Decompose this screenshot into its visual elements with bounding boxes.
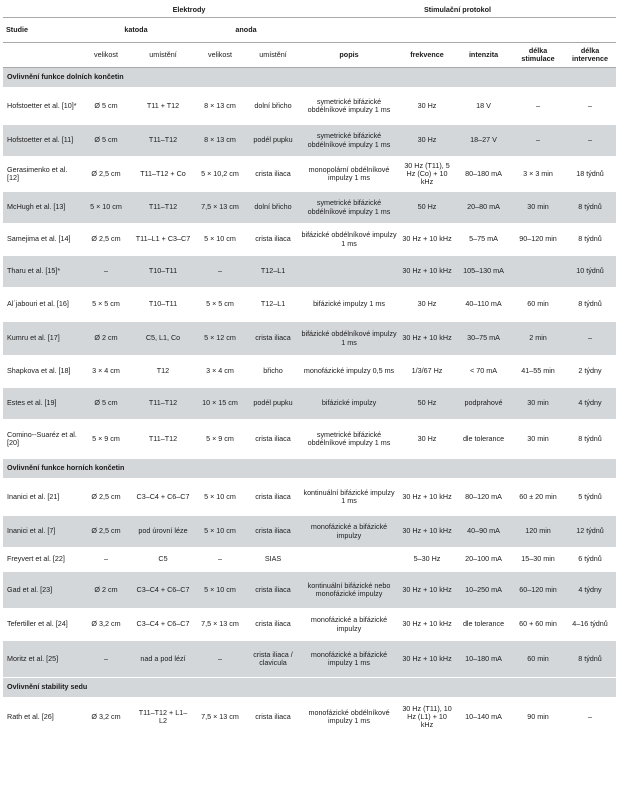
intervention-length-cell: 12 týdnů [564, 516, 616, 548]
cathode-place-cell: T11–T12 [133, 420, 193, 459]
anode-size-cell: 5 × 10 cm [193, 224, 247, 256]
intensity-cell: 18 V [455, 88, 512, 125]
study-cell: Estes et al. [19] [3, 388, 79, 420]
study-cell: Samejima et al. [14] [3, 224, 79, 256]
intensity-cell: 30–75 mA [455, 322, 512, 356]
stimulation-length-cell [512, 256, 564, 288]
cathode-size-cell: 5 × 9 cm [79, 420, 133, 459]
intervention-length-cell: – [564, 125, 616, 157]
frequency-cell: 30 Hz + 10 kHz [399, 256, 455, 288]
stimulation-length-cell: 30 min [512, 388, 564, 420]
stimulation-length-cell: 60–120 min [512, 572, 564, 609]
description-cell: monofázické a bifázické impulzy [299, 516, 399, 548]
intensity-cell: 20–100 mA [455, 548, 512, 572]
cathode-place-cell: T11 + T12 [133, 88, 193, 125]
anode-size-cell: 3 × 4 cm [193, 356, 247, 388]
cathode-place-cell: T11–L1 + C3–C7 [133, 224, 193, 256]
cathode-place-cell: C5, L1, Co [133, 322, 193, 356]
intervention-length-cell: 6 týdnů [564, 548, 616, 572]
intensity-cell: 80–180 mA [455, 157, 512, 192]
intervention-length-cell: 8 týdnů [564, 641, 616, 678]
anode-size-cell: 7,5 × 13 cm [193, 609, 247, 641]
table-row [3, 224, 616, 256]
intensity-cell: dle tolerance [455, 609, 512, 641]
cathode-place-cell: T11–T12 + Co [133, 157, 193, 192]
table-row [3, 479, 616, 516]
frequency-cell: 30 Hz (T11), 10 Hz (L1) + 10 kHz [399, 698, 455, 737]
cathode-size-cell: Ø 5 cm [79, 88, 133, 125]
cathode-size-cell: 5 × 5 cm [79, 288, 133, 322]
anode-place-cell: crista iliaca [247, 157, 299, 192]
frequency-cell: 30 Hz (T11), 5 Hz (Co) + 10 kHz [399, 157, 455, 192]
table-row [3, 516, 616, 548]
intervention-length-cell: 5 týdnů [564, 479, 616, 516]
section-header [3, 68, 616, 88]
anode-size-cell: – [193, 548, 247, 572]
cathode-place-cell: T12 [133, 356, 193, 388]
description-cell: bifázické impulzy 1 ms [299, 288, 399, 322]
intervention-length-cell: 8 týdnů [564, 192, 616, 224]
cathode-size-cell: 5 × 10 cm [79, 192, 133, 224]
intervention-length-cell: 2 týdny [564, 356, 616, 388]
stimulation-length-cell: 90–120 min [512, 224, 564, 256]
description-cell: monofázické a bifázické impulzy [299, 609, 399, 641]
study-cell: Inanici et al. [21] [3, 479, 79, 516]
header-empty [3, 3, 79, 18]
anode-size-cell: 5 × 10 cm [193, 572, 247, 609]
stimulation-table [3, 3, 616, 736]
study-cell: Kumru et al. [17] [3, 322, 79, 356]
cathode-size-cell: Ø 2,5 cm [79, 516, 133, 548]
cathode-size-cell: – [79, 641, 133, 678]
frequency-cell: 50 Hz [399, 388, 455, 420]
intervention-length-cell: 10 týdnů [564, 256, 616, 288]
anode-size-cell: 5 × 9 cm [193, 420, 247, 459]
study-cell: Tefertiller et al. [24] [3, 609, 79, 641]
header-cathode: katoda [79, 18, 193, 43]
table-row [3, 288, 616, 322]
stimulation-length-cell: 30 min [512, 192, 564, 224]
study-cell: Gerasimenko et al. [12] [3, 157, 79, 192]
study-cell: Moritz et al. [25] [3, 641, 79, 678]
stimulation-length-cell: 60 min [512, 641, 564, 678]
header-anode: anoda [193, 18, 299, 43]
table-row [3, 322, 616, 356]
frequency-cell: 30 Hz + 10 kHz [399, 516, 455, 548]
anode-place-cell: T12–L1 [247, 288, 299, 322]
cathode-place-cell: C3–C4 + C6–C7 [133, 479, 193, 516]
section-title: Ovlivnění funkce dolních končetin [3, 68, 616, 88]
intensity-cell: 40–110 mA [455, 288, 512, 322]
section-header [3, 678, 616, 698]
frequency-cell: 1/3/67 Hz [399, 356, 455, 388]
study-cell: Tharu et al. [15]* [3, 256, 79, 288]
intervention-length-cell: 8 týdnů [564, 288, 616, 322]
anode-place-cell: břicho [247, 356, 299, 388]
stimulation-length-cell: 3 × 3 min [512, 157, 564, 192]
study-cell: McHugh et al. [13] [3, 192, 79, 224]
stimulation-length-cell: 120 min [512, 516, 564, 548]
description-cell: bifázické impulzy [299, 388, 399, 420]
description-cell [299, 256, 399, 288]
frequency-cell: 30 Hz + 10 kHz [399, 609, 455, 641]
description-cell: monofázické impulzy 0,5 ms [299, 356, 399, 388]
study-cell: Hofstoetter et al. [10]* [3, 88, 79, 125]
header-intensity: intenzita [455, 43, 512, 68]
table-row [3, 157, 616, 192]
table-row [3, 572, 616, 609]
intervention-length-cell: 8 týdnů [564, 420, 616, 459]
cathode-place-cell: C5 [133, 548, 193, 572]
anode-place-cell: dolní břicho [247, 192, 299, 224]
stimulation-length-cell: 15–30 min [512, 548, 564, 572]
section-title: Ovlivnění funkce horních končetin [3, 459, 616, 479]
stimulation-length-cell: 90 min [512, 698, 564, 737]
intensity-cell: 20–80 mA [455, 192, 512, 224]
header-description: popis [299, 43, 399, 68]
cathode-size-cell: – [79, 548, 133, 572]
anode-place-cell: podél pupku [247, 388, 299, 420]
anode-place-cell: crista iliaca [247, 420, 299, 459]
anode-place-cell: crista iliaca [247, 609, 299, 641]
frequency-cell: 30 Hz [399, 420, 455, 459]
study-cell: Gad et al. [23] [3, 572, 79, 609]
stimulation-length-cell: 2 min [512, 322, 564, 356]
cathode-size-cell: Ø 2,5 cm [79, 224, 133, 256]
anode-place-cell: crista iliaca [247, 322, 299, 356]
intensity-cell: 80–120 mA [455, 479, 512, 516]
cathode-size-cell: Ø 3,2 cm [79, 698, 133, 737]
cathode-place-cell: T11–T12 [133, 388, 193, 420]
cathode-size-cell: Ø 2,5 cm [79, 157, 133, 192]
intervention-length-cell: – [564, 698, 616, 737]
cathode-place-cell: T11–T12 + L1–L2 [133, 698, 193, 737]
table-body [3, 68, 616, 737]
intervention-length-cell: – [564, 88, 616, 125]
description-cell: symetrické bifázické obdélníkové impulzy 1 ms [299, 125, 399, 157]
cathode-place-cell: T11–T12 [133, 125, 193, 157]
description-cell: bifázické obdélníkové impulzy 1 ms [299, 224, 399, 256]
cathode-size-cell: Ø 5 cm [79, 125, 133, 157]
anode-place-cell: crista iliaca / clavicula [247, 641, 299, 678]
anode-size-cell: 5 × 10,2 cm [193, 157, 247, 192]
description-cell: bifázické obdélníkové impulzy 1 ms [299, 322, 399, 356]
stimulation-length-cell: 60 ± 20 min [512, 479, 564, 516]
cathode-place-cell: nad a pod lézí [133, 641, 193, 678]
study-cell: Hofstoetter et al. [11] [3, 125, 79, 157]
anode-size-cell: 8 × 13 cm [193, 125, 247, 157]
stimulation-length-cell: 41–55 min [512, 356, 564, 388]
frequency-cell: 30 Hz + 10 kHz [399, 224, 455, 256]
section-header [3, 459, 616, 479]
table-row [3, 88, 616, 125]
anode-size-cell: – [193, 256, 247, 288]
study-cell: Rath et al. [26] [3, 698, 79, 737]
description-cell: symetrické bifázické obdélníkové impulzy 1 ms [299, 420, 399, 459]
cathode-place-cell: T11–T12 [133, 192, 193, 224]
header-electrodes: Elektrody [79, 3, 299, 18]
header-study: Studie [3, 18, 79, 43]
anode-size-cell: 5 × 10 cm [193, 516, 247, 548]
header-anode-place: umístění [247, 43, 299, 68]
cathode-place-cell: T10–T11 [133, 288, 193, 322]
table-row [3, 388, 616, 420]
intensity-cell: 105–130 mA [455, 256, 512, 288]
header-stimulation-length: délka stimulace [512, 43, 564, 68]
table-row [3, 192, 616, 224]
section-title: Ovlivnění stability sedu [3, 678, 616, 698]
anode-place-cell: crista iliaca [247, 572, 299, 609]
anode-size-cell: 8 × 13 cm [193, 88, 247, 125]
header-cathode-place: umístění [133, 43, 193, 68]
intervention-length-cell: 8 týdnů [564, 224, 616, 256]
header-protocol: Stimulační protokol [299, 3, 616, 18]
anode-size-cell: 7,5 × 13 cm [193, 698, 247, 737]
anode-size-cell: 5 × 10 cm [193, 479, 247, 516]
stimulation-length-cell: 30 min [512, 420, 564, 459]
anode-size-cell: 10 × 15 cm [193, 388, 247, 420]
table-row [3, 641, 616, 678]
anode-place-cell: crista iliaca [247, 224, 299, 256]
anode-size-cell: 5 × 5 cm [193, 288, 247, 322]
study-cell: Freyvert et al. [22] [3, 548, 79, 572]
table-row [3, 125, 616, 157]
anode-place-cell: dolní břicho [247, 88, 299, 125]
intensity-cell: 10–250 mA [455, 572, 512, 609]
anode-size-cell: – [193, 641, 247, 678]
table-row [3, 698, 616, 737]
header-anode-size: velikost [193, 43, 247, 68]
anode-place-cell: crista iliaca [247, 698, 299, 737]
stimulation-length-cell: 60 + 60 min [512, 609, 564, 641]
intensity-cell: dle tolerance [455, 420, 512, 459]
description-cell: kontinuální bifázické nebo monofázické impulzy [299, 572, 399, 609]
description-cell: monofázické a bifázické impulzy 1 ms [299, 641, 399, 678]
stimulation-length-cell: – [512, 88, 564, 125]
anode-place-cell: T12–L1 [247, 256, 299, 288]
frequency-cell: 50 Hz [399, 192, 455, 224]
header-intervention-length: délka intervence [564, 43, 616, 68]
description-cell: symetrické bifázické obdélníkové impulzy 1 ms [299, 192, 399, 224]
frequency-cell: 5–30 Hz [399, 548, 455, 572]
cathode-size-cell: Ø 2,5 cm [79, 479, 133, 516]
cathode-place-cell: T10–T11 [133, 256, 193, 288]
intensity-cell: < 70 mA [455, 356, 512, 388]
frequency-cell: 30 Hz + 10 kHz [399, 572, 455, 609]
study-cell: Shapkova et al. [18] [3, 356, 79, 388]
table-row [3, 256, 616, 288]
header-protocol-blank [299, 18, 616, 43]
stimulation-length-cell: – [512, 125, 564, 157]
table-row [3, 420, 616, 459]
frequency-cell: 30 Hz [399, 288, 455, 322]
anode-size-cell: 5 × 12 cm [193, 322, 247, 356]
cathode-place-cell: pod úrovní léze [133, 516, 193, 548]
table-row [3, 356, 616, 388]
frequency-cell: 30 Hz + 10 kHz [399, 322, 455, 356]
intensity-cell: 18–27 V [455, 125, 512, 157]
description-cell: monopolární obdélníkové impulzy 1 ms [299, 157, 399, 192]
intervention-length-cell: 4 týdny [564, 572, 616, 609]
cathode-place-cell: C3–C4 + C6–C7 [133, 572, 193, 609]
cathode-size-cell: 3 × 4 cm [79, 356, 133, 388]
cathode-size-cell: Ø 2 cm [79, 572, 133, 609]
header-cathode-size: velikost [79, 43, 133, 68]
cathode-size-cell: Ø 2 cm [79, 322, 133, 356]
description-cell: kontinuální bifázické impulzy 1 ms [299, 479, 399, 516]
anode-place-cell: crista iliaca [247, 479, 299, 516]
anode-place-cell: crista iliaca [247, 516, 299, 548]
cathode-size-cell: Ø 5 cm [79, 388, 133, 420]
anode-size-cell: 7,5 × 13 cm [193, 192, 247, 224]
anode-place-cell: podél pupku [247, 125, 299, 157]
intervention-length-cell: 18 týdnů [564, 157, 616, 192]
frequency-cell: 30 Hz [399, 88, 455, 125]
table-row [3, 609, 616, 641]
header-frequency: frekvence [399, 43, 455, 68]
stimulation-length-cell: 60 min [512, 288, 564, 322]
cathode-size-cell: – [79, 256, 133, 288]
cathode-place-cell: C3–C4 + C6–C7 [133, 609, 193, 641]
study-cell: Comino--Suaréz et al. [20] [3, 420, 79, 459]
cathode-size-cell: Ø 3,2 cm [79, 609, 133, 641]
intervention-length-cell: 4 týdny [564, 388, 616, 420]
frequency-cell: 30 Hz + 10 kHz [399, 641, 455, 678]
description-cell [299, 548, 399, 572]
description-cell: monofázické obdélníkové impulzy 1 ms [299, 698, 399, 737]
header-study-blank [3, 43, 79, 68]
frequency-cell: 30 Hz + 10 kHz [399, 479, 455, 516]
study-cell: Al´jabouri et al. [16] [3, 288, 79, 322]
intensity-cell: podprahové [455, 388, 512, 420]
intensity-cell: 10–180 mA [455, 641, 512, 678]
anode-place-cell: SIAS [247, 548, 299, 572]
intensity-cell: 40–90 mA [455, 516, 512, 548]
description-cell: symetrické bifázické obdélníkové impulzy 1 ms [299, 88, 399, 125]
intensity-cell: 10–140 mA [455, 698, 512, 737]
frequency-cell: 30 Hz [399, 125, 455, 157]
intervention-length-cell: 4–16 týdnů [564, 609, 616, 641]
study-cell: Inanici et al. [7] [3, 516, 79, 548]
intervention-length-cell: – [564, 322, 616, 356]
table-row [3, 548, 616, 572]
intensity-cell: 5–75 mA [455, 224, 512, 256]
